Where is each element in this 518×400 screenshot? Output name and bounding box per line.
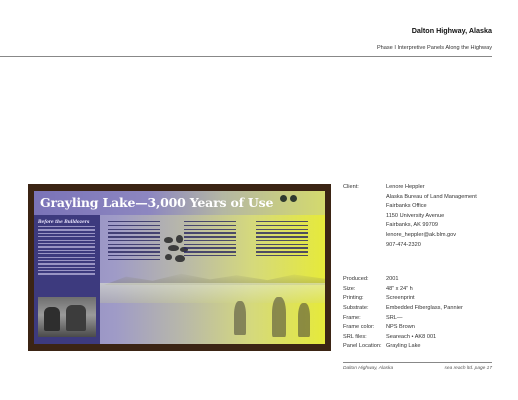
client-office: Fairbanks Office bbox=[386, 203, 427, 210]
detail-row bbox=[343, 294, 503, 304]
panel-image bbox=[28, 184, 331, 351]
info-spacer bbox=[343, 250, 503, 275]
detail-value: Embedded Fiberglass, Pannier bbox=[386, 304, 463, 311]
detail-label: SRL files: bbox=[343, 333, 367, 340]
agency-logo-icon bbox=[280, 195, 287, 202]
panel-text-column bbox=[108, 221, 160, 263]
detail-label: Panel Location: bbox=[343, 343, 382, 350]
detail-row bbox=[343, 342, 503, 352]
hunter-figure bbox=[298, 303, 310, 337]
detail-value: Seareach • AK8 001 bbox=[386, 333, 437, 340]
footer-rule bbox=[343, 362, 492, 363]
panel-text-column bbox=[256, 221, 308, 259]
panel-sidebar bbox=[34, 215, 100, 344]
client-details bbox=[386, 183, 503, 250]
client-city: Fairbanks, AK 99709 bbox=[386, 222, 438, 229]
hunter-figure bbox=[234, 301, 246, 335]
sidebar-photo bbox=[38, 297, 96, 337]
header-subtitle: Phase I Interpretive Panels Along the Highway bbox=[376, 45, 492, 51]
detail-row bbox=[343, 304, 503, 314]
detail-label: Printing: bbox=[343, 295, 364, 302]
detail-value: NPS Brown bbox=[386, 324, 415, 331]
detail-value: SRL— bbox=[386, 314, 403, 321]
panel-title: Grayling Lake—3,000 Years of Use bbox=[40, 195, 274, 210]
client-row bbox=[343, 183, 503, 250]
panel-text-column bbox=[184, 221, 236, 259]
detail-label: Frame color: bbox=[343, 324, 375, 331]
detail-value: Grayling Lake bbox=[386, 343, 421, 350]
detail-value: Screenprint bbox=[386, 295, 415, 302]
header-rule bbox=[0, 56, 492, 57]
detail-row bbox=[343, 314, 503, 324]
client-email: lenore_heppler@ak.blm.gov bbox=[386, 231, 457, 238]
client-organization: Alaska Bureau of Land Management bbox=[386, 193, 477, 200]
detail-label: Produced: bbox=[343, 276, 369, 283]
detail-value: 48” x 24” h bbox=[386, 285, 413, 292]
hunter-figure bbox=[272, 297, 286, 337]
project-info bbox=[343, 183, 503, 352]
sidebar-text bbox=[38, 226, 95, 277]
detail-label: Frame: bbox=[343, 314, 361, 321]
header-title: Dalton Highway, Alaska bbox=[411, 26, 492, 35]
client-street: 1150 University Avenue bbox=[386, 212, 445, 219]
detail-label: Substrate: bbox=[343, 304, 369, 311]
client-label: Client: bbox=[343, 184, 359, 190]
detail-row bbox=[343, 285, 503, 295]
footer-left: Dalton Highway, Alaska bbox=[343, 366, 394, 371]
panel-artwork bbox=[34, 191, 325, 344]
detail-row bbox=[343, 333, 503, 343]
client-name: Lenore Heppler bbox=[386, 184, 425, 190]
sidebar-heading: Before the Bulldozers bbox=[38, 219, 90, 224]
landscape-lake bbox=[100, 283, 325, 303]
detail-row bbox=[343, 275, 503, 285]
detail-label: Size: bbox=[343, 285, 356, 292]
detail-row bbox=[343, 323, 503, 333]
detail-value: 2001 bbox=[386, 276, 399, 283]
footer-right: sea reach ltd. page 17 bbox=[444, 366, 492, 371]
client-phone: 907-474-2320 bbox=[386, 241, 421, 248]
agency-logo-icon bbox=[290, 195, 297, 202]
